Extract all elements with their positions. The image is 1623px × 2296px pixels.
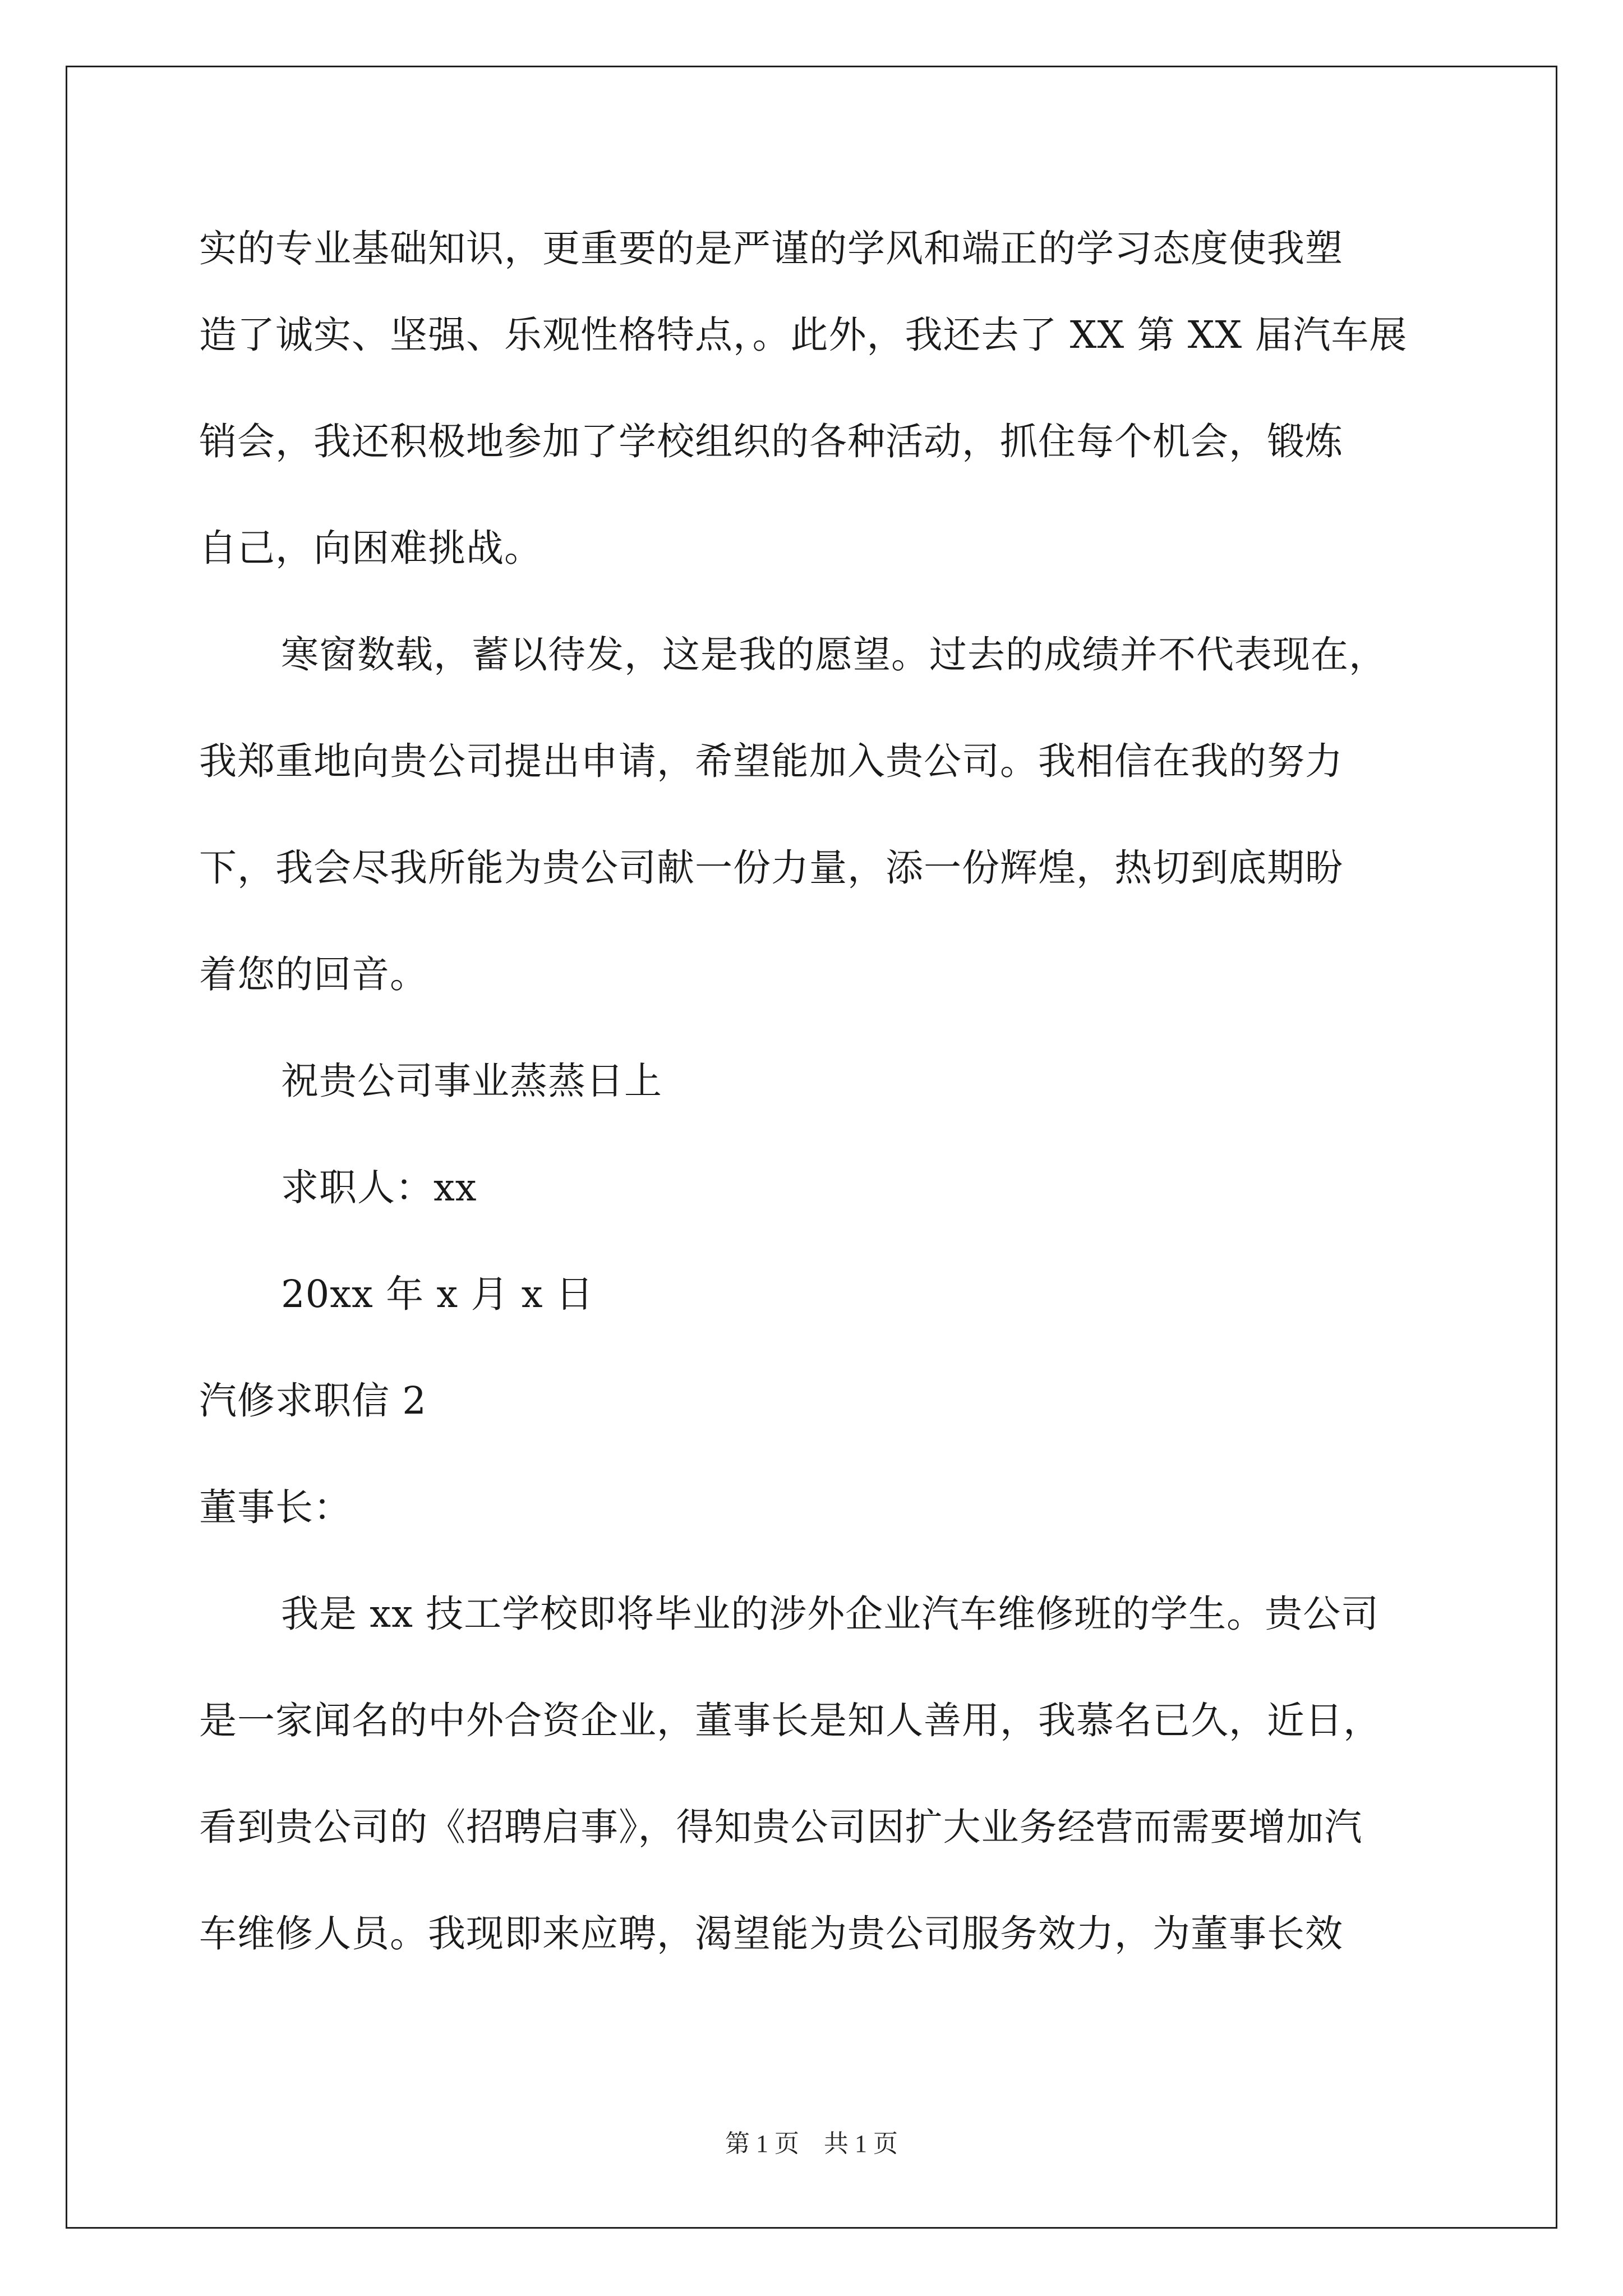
paragraph-line: 我郑重地向贵公司提出申请，希望能加入贵公司。我相信在我的努力 [199, 739, 1343, 783]
paragraph-line: 着您的回音。 [199, 953, 428, 996]
page-footer: 第 1 页 共 1 页 [725, 2130, 898, 2157]
paragraph-line: 我是 xx 技工学校即将毕业的涉外企业汽车维修班的学生。贵公司 [281, 1592, 1380, 1636]
letter-date: 20xx 年 x 月 x 日 [281, 1272, 594, 1316]
paragraph-line: 下，我会尽我所能为贵公司献一份力量，添一份辉煌，热切到底期盼 [199, 846, 1343, 890]
paragraph-line: 造了诚实、坚强、乐观性格特点，。此外，我还去了 XX 第 XX 届汽车展 [199, 313, 1408, 357]
salutation: 董事长： [199, 1485, 352, 1529]
paragraph-line: 看到贵公司的《招聘启事》，得知贵公司因扩大业务经营而需要增加汽 [199, 1805, 1363, 1849]
closing-wish: 祝贵公司事业蒸蒸日上 [281, 1059, 662, 1103]
paragraph-line: 自己，向困难挑战。 [199, 526, 542, 570]
paragraph-line: 车维修人员。我现即来应聘，渴望能为贵公司服务效力，为董事长效 [199, 1912, 1343, 1955]
document-body [199, 215, 1430, 1987]
paragraph-line: 寒窗数载，蓄以待发，这是我的愿望。过去的成绩并不代表现在， [281, 633, 1387, 677]
applicant-name: 求职人：xx [281, 1166, 477, 1209]
paragraph-line: 销会，我还积极地参加了学校组织的各种活动，抓住每个机会，锻炼 [199, 420, 1343, 463]
paragraph-line: 是一家闻名的中外合资企业，董事长是知人善用，我慕名已久，近日， [199, 1699, 1381, 1742]
paragraph-line: 实的专业基础知识，更重要的是严谨的学风和端正的学习态度使我塑 [199, 227, 1343, 270]
section-title: 汽修求职信 2 [199, 1379, 427, 1423]
